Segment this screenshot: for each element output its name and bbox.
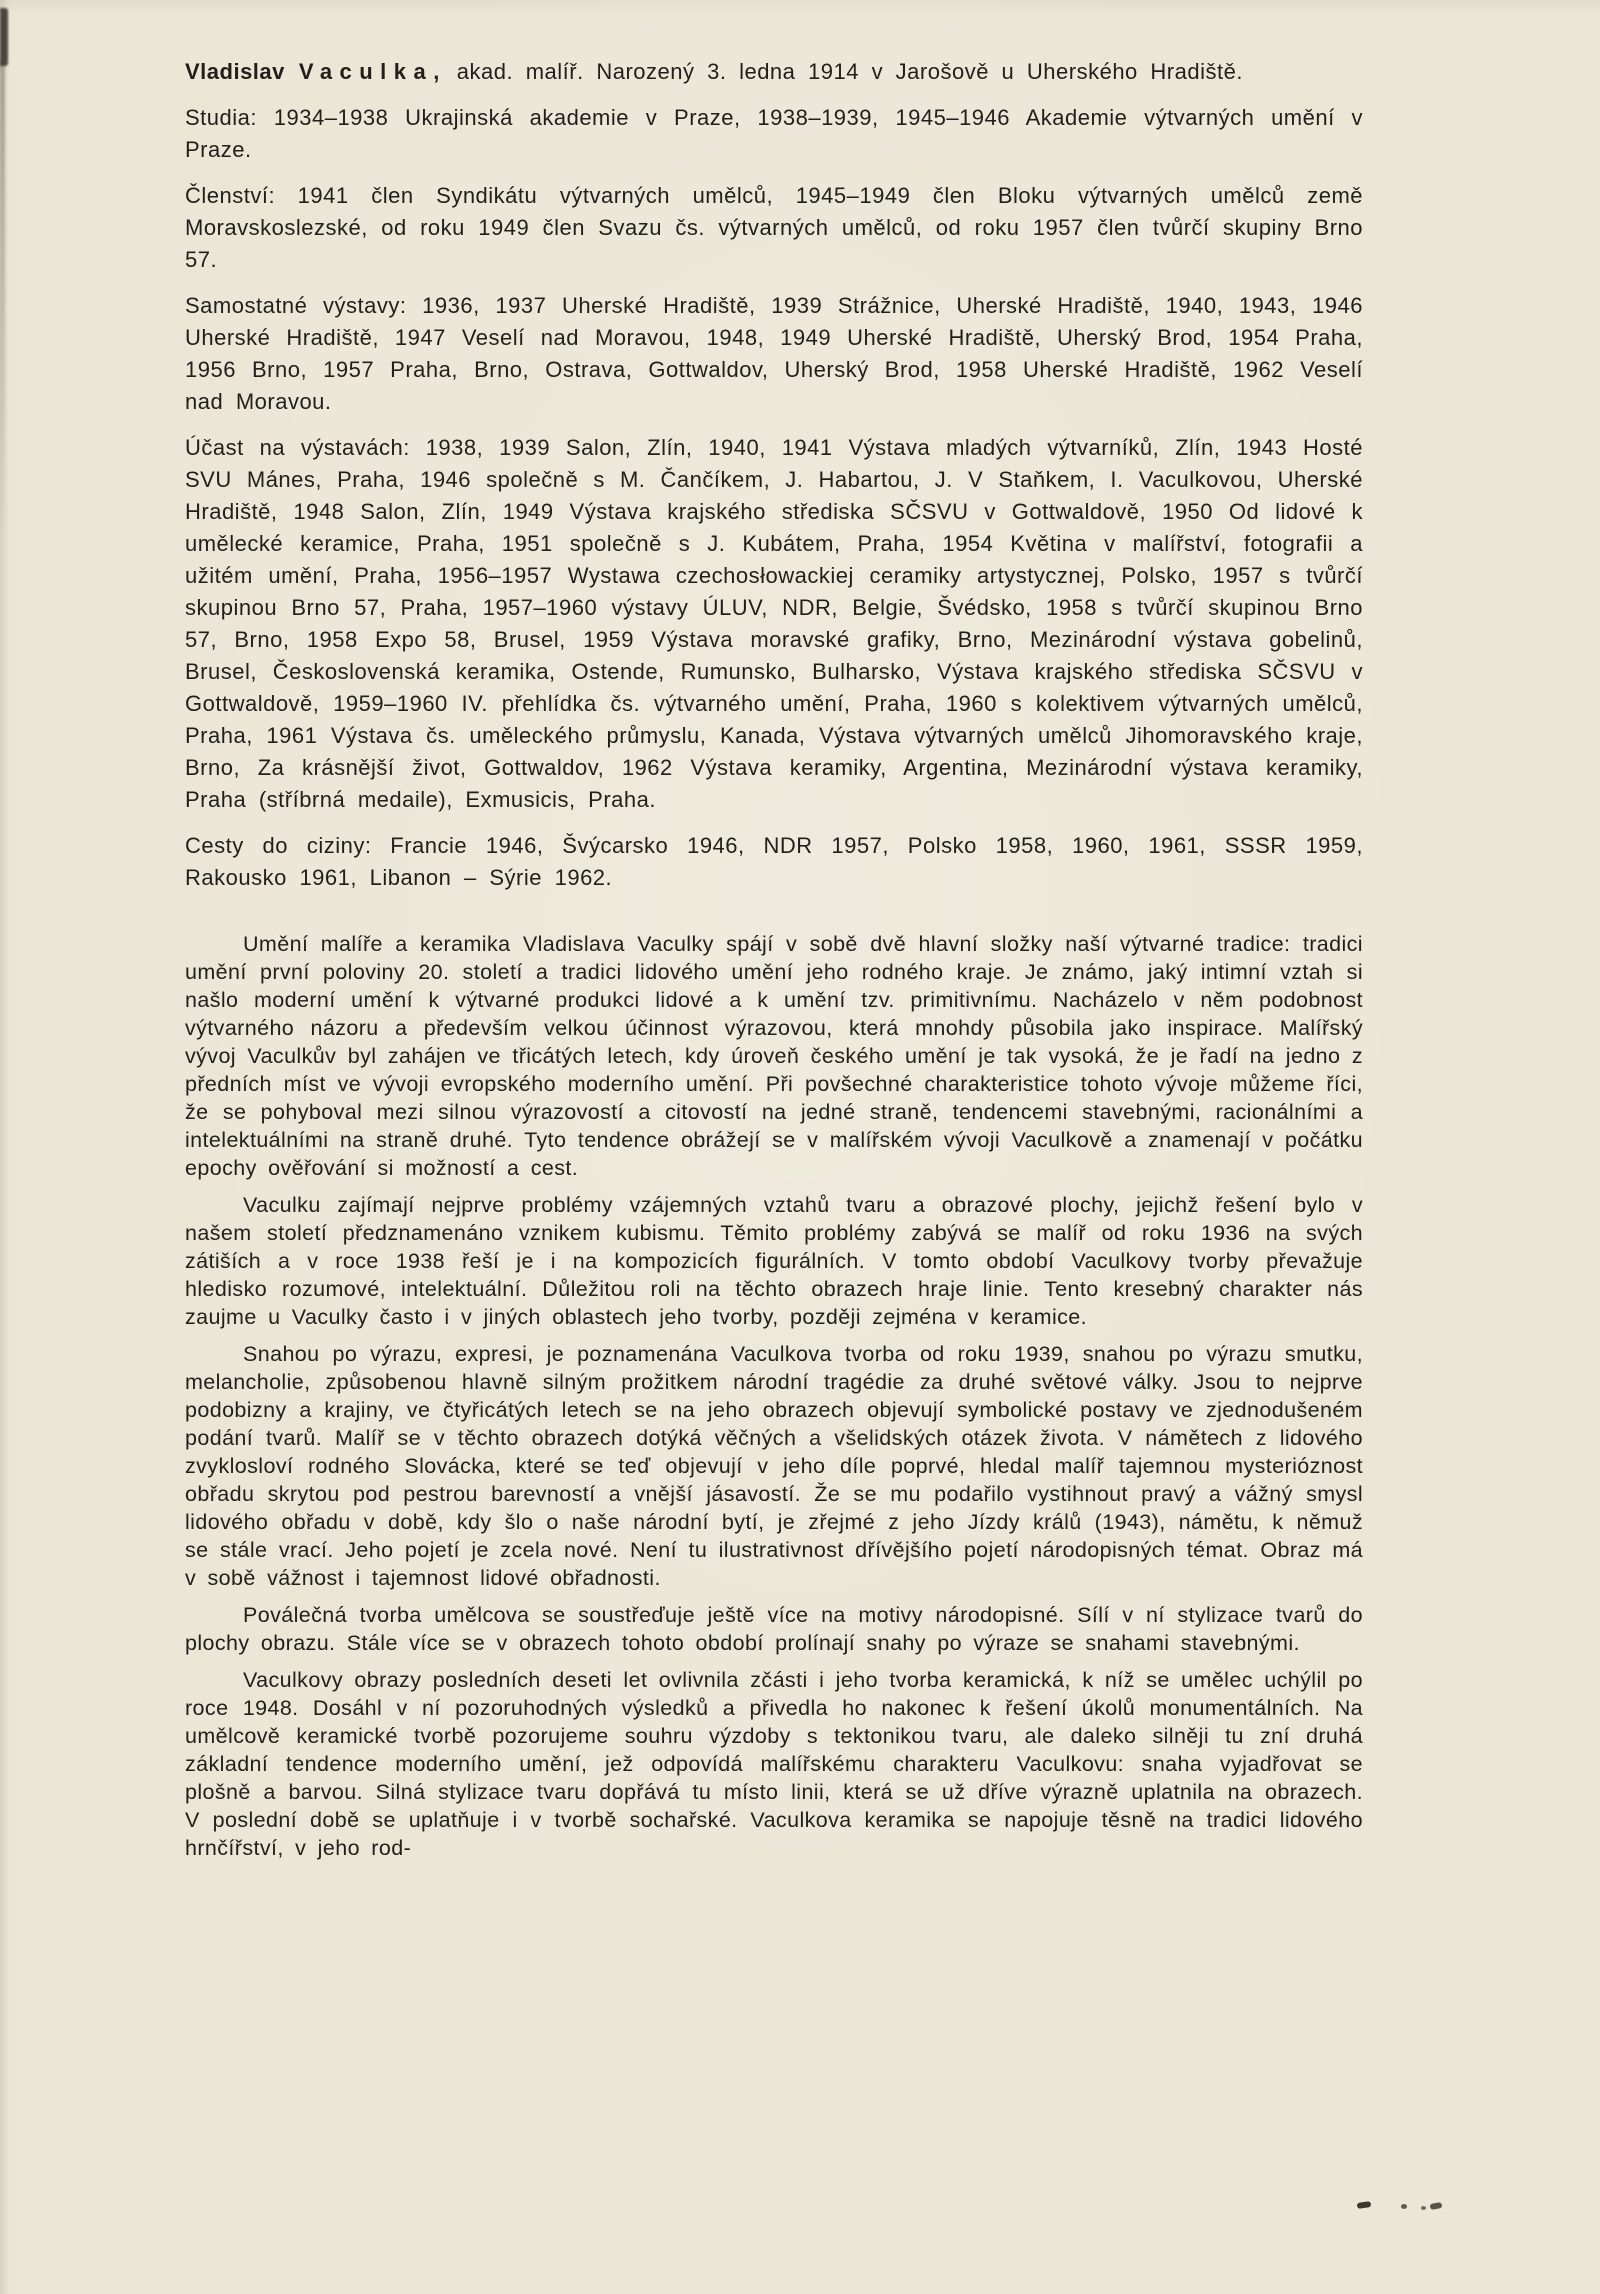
bio-paragraph: Účast na výstavách: 1938, 1939 Salon, Zlín, 1940, 1941 Výstava mladých výtvarníků, Zlín, 1943 Hosté SVU Mánes, Praha, 1946 společně s M. Čančíkem, J. Habartou, J. V Staňkem, I. Vaculkovou, Uherské Hradiště, 1948 Salon, Zlín, 1949 Výstava krajského střediska SČSVU v Gottwaldově, 1950 Od lidové k umělecké keramice, Praha, 1951 společně s J. Kubátem, Praha, 1954 Květina v malířství, fotografii a užitém umění, Praha, 1956–1957 Wystawa czechosłowackiej ceramiky artystycznej, Polsko, 1957 s tvůrčí skupinou Brno 57, Praha, 1957–1960 výstavy ÚLUV, NDR, Belgie, Švédsko, 1958 s tvůrčí skupinou Brno 57, Brno, 1958 Expo 58, Brusel, 1959 Výstava moravské grafiky, Brno, Mezinárodní výstava gobelinů, Brusel, Československá keramika, Ostende, Rumunsko, Bulharsko, Výstava krajského střediska SČSVU v Gottwaldově, 1959–1960 IV. přehlídka čs. výtvarného umění, Praha, 1960 s kolektivem výtvarných umělců, Praha, 1961 Výstava čs. uměleckého průmyslu, Kanada, Výstava výtvarných umělců Jihomoravského kraje, Brno, Za krásnější život, Gottwaldov, 1962 Výstava keramiky, Argentina, Mezinárodní výstava keramiky, Praha (stříbrná medaile), Exmusicis, Praha. <box>185 435 1363 812</box>
ink-speck <box>1357 2201 1372 2209</box>
essay-paragraph: Umění malíře a keramika Vladislava Vaculky spájí v sobě dvě hlavní složky naší výtvarné tradice: tradici umění první poloviny 20. století a tradici lidového umění jeho rodného kraje. Je známo, jaký intimní vztah si našlo moderní umění k výtvarné produkci lidové a k umění tzv. primitivnímu. Nacházelo v něm podobnost výtvarného názoru a především velkou účinnost výrazovou, která mnohdy působila jako inspirace. Malířský vývoj Vaculkův byl zahájen ve třicátých letech, kdy úroveň českého umění je tak vysoká, že je řadí na jedno z předních míst ve vývoji evropského moderního umění. Při povšechné charakteristice tohoto vývoje můžeme říci, že se pohyboval mezi silnou výrazovostí a citovostí na jedné straně, tendencemi stavebnými, racionálními a intelektuálními na straně druhé. Tyto tendence obrážejí se v malířském vývoji Vaculkově a znamenají v počátku epochy ověřování si možností a cest. <box>185 932 1363 1180</box>
bio-paragraph: Členství: 1941 člen Syndikátu výtvarných umělců, 1945–1949 člen Bloku výtvarných umělců země Moravskoslezské, od roku 1949 člen Svazu čs. výtvarných umělců, od roku 1957 člen tvůrčí skupiny Brno 57. <box>185 183 1363 272</box>
bio-intro-text: akad. malíř. Narozený 3. ledna 1914 v Jarošově u Uherského Hradiště. <box>456 59 1243 84</box>
artist-first-name: Vladislav <box>185 59 285 84</box>
essay-paragraph: Vaculkovy obrazy posledních deseti let ovlivnila zčásti i jeho tvorba keramická, k níž se umělec uchýlil po roce 1948. Dosáhl v ní pozoruhodných výsledků a přivedla ho nakonec k řešení úkolů monumentálních. Na umělcově keramické tvorbě pozorujeme souhru výzdoby s tektonikou tvaru, ale daleko silněji tu zní druhá základní tendence moderního umění, jež odpovídá malířskému charakteru Vaculkovu: snaha vyjadřovat se plošně a barvou. Silná stylizace tvaru dopřává tu místo linii, která se už dříve výrazně uplatnila na obrazech. V poslední době se uplatňuje i v tvorbě sochařské. Vaculkova keramika se napojuje těsně na tradici lidového hrnčířství, v jeho rod- <box>185 1668 1363 1860</box>
bio-paragraph: Studia: 1934–1938 Ukrajinská akademie v Praze, 1938–1939, 1945–1946 Akademie výtvarných umění v Praze. <box>185 105 1363 162</box>
ink-speck <box>1401 2204 1407 2209</box>
bio-intro-paragraph <box>185 56 1363 88</box>
bio-paragraph: Samostatné výstavy: 1936, 1937 Uherské Hradiště, 1939 Strážnice, Uherské Hradiště, 1940, 1943, 1946 Uherské Hradiště, 1947 Veselí nad Moravou, 1948, 1949 Uherské Hradiště, Uherský Brod, 1954 Praha, 1956 Brno, 1957 Praha, Brno, Ostrava, Gottwaldov, Uherský Brod, 1958 Uherské Hradiště, 1962 Veselí nad Moravou. <box>185 293 1363 414</box>
bio-paragraphs <box>185 102 1363 894</box>
scan-edge-smudge <box>0 8 8 66</box>
essay-paragraph: Vaculku zajímají nejprve problémy vzájemných vztahů tvaru a obrazové plochy, jejichž řešení bylo v našem století předznamenáno vznikem kubismu. Těmito problémy zabývá se malíř od roku 1936 na svých zátiších a v roce 1938 řeší je i na kompozicích figurálních. V tomto období Vaculkovy tvorby převažuje hledisko rozumové, intelektuální. Důležitou roli na těchto obrazech hraje linie. Tento kresebný charakter nás zaujme u Vaculky často i v jiných oblastech jeho tvorby, později zejména v keramice. <box>185 1193 1363 1329</box>
essay-paragraph: Snahou po výrazu, expresi, je poznamenána Vaculkova tvorba od roku 1939, snahou po výrazu smutku, melancholie, způsobenou hlavně silným prožitkem národní tragédie za druhé světové války. Jsou to nejprve podobizny a krajiny, ve čtyřicátých letech se na jeho obrazech objevují symbolické postavy ve zjednodušeném podání tvarů. Malíř se v těchto obrazech dotýká věčných a všelidských otázek života. V námětech z lidového zvyklosloví rodného Slovácka, které se teď objevují v jeho díle poprvé, hledal malíř tajemnou mysterióznost obřadu skrytou pod pestrou barevností a vnější jásavostí. Že se mu podařilo vystihnout pravý a vážný smysl lidového obřadu v době, kdy šlo o naše národní bytí, je zřejmé z jeho Jízdy králů (1943), námětu, k němuž se stále vrací. Jeho pojetí je zcela nové. Není tu ilustrativnost dřívějšího pojetí národopisných témat. Obraz má v sobě vážnost i tajemnost lidové obřadnosti. <box>185 1342 1363 1590</box>
ink-speck <box>1430 2202 1443 2210</box>
text-column <box>185 56 1363 1871</box>
ink-speck <box>1421 2206 1426 2210</box>
essay-paragraphs <box>185 930 1363 1862</box>
essay-paragraph: Poválečná tvorba umělcova se soustřeďuje ještě více na motivy národopisné. Sílí v ní stylizace tvarů do plochy obrazu. Stále více se v obrazech tohoto období prolínají snahy po výraze se snahami stavebnými. <box>185 1603 1363 1655</box>
scan-edge-streak <box>0 60 5 530</box>
bio-paragraph: Cesty do ciziny: Francie 1946, Švýcarsko 1946, NDR 1957, Polsko 1958, 1960, 1961, SSSR 1959, Rakousko 1961, Libanon – Sýrie 1962. <box>185 833 1363 890</box>
artist-last-name: Vaculka, <box>298 59 447 84</box>
